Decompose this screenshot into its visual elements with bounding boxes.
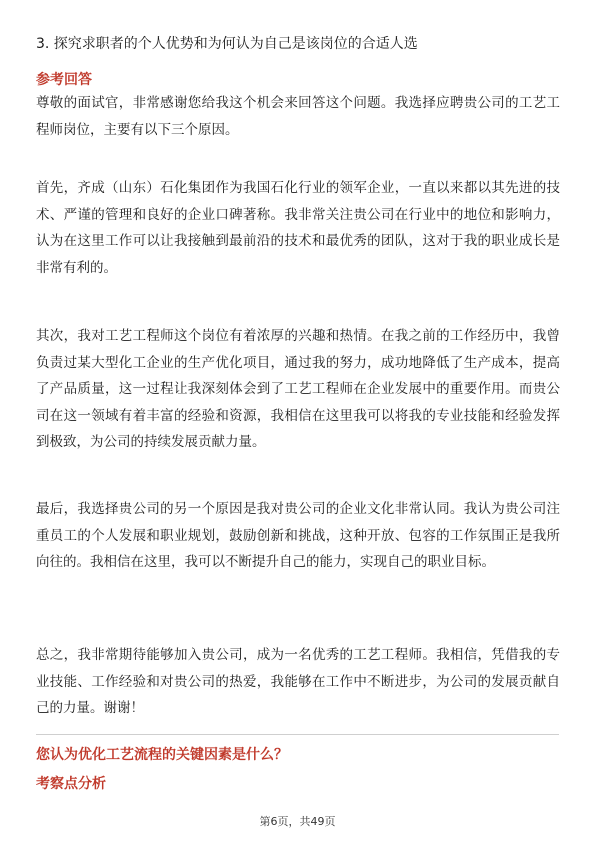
- assessment-analysis-heading: 考察点分析: [36, 776, 106, 792]
- question-title: 3. 探究求职者的个人优势和为何认为自己是该岗位的合适人选: [36, 36, 418, 52]
- answer-paragraph-third-reason: 最后，我选择贵公司的另一个原因是我对贵公司的企业文化非常认同。我认为贵公司注重员工的个人发展和职业规划，鼓励创新和挑战，这种开放、包容的工作氛围正是我所向往的。我相信在这里，我可以不断提升自己的能力，实现自己的职业目标。: [36, 501, 560, 570]
- answer-paragraph-first-reason: 首先，齐成（山东）石化集团作为我国石化行业的领军企业，一直以来都以其先进的技术、严谨的管理和良好的企业口碑著称。我非常关注贵公司在行业中的地位和影响力，认为在这里工作可以让我接触到最前沿的技术和最优秀的团队，这对于我的职业成长是非常有利的。: [36, 180, 560, 276]
- answer-paragraph-second-reason: 其次，我对工艺工程师这个岗位有着浓厚的兴趣和热情。在我之前的工作经历中，我曾负责过某大型化工企业的生产优化项目，通过我的努力，成功地降低了生产成本，提高了产品质量，这一过程让我深刻体会到了工艺工程师在企业发展中的重要作用。而贵公司在这一领域有着丰富的经验和资源，我相信在这里我可以将我的专业技能和经验发挥到极致，为公司的持续发展贡献力量。: [36, 328, 560, 450]
- reference-answer-heading: 参考回答: [36, 72, 92, 88]
- page-number-footer: 第6页，共49页: [259, 815, 336, 828]
- next-question-title: 您认为优化工艺流程的关键因素是什么？: [36, 747, 288, 763]
- section-divider: [36, 734, 559, 735]
- answer-paragraph-intro: 尊敬的面试官，非常感谢您给我这个机会来回答这个问题。我选择应聘贵公司的工艺工程师岗位，主要有以下三个原因。: [36, 95, 560, 138]
- answer-paragraph-conclusion: 总之，我非常期待能够加入贵公司，成为一名优秀的工艺工程师。我相信，凭借我的专业技能、工作经验和对贵公司的热爱，我能够在工作中不断进步，为公司的发展贡献自己的力量。谢谢！: [36, 647, 560, 716]
